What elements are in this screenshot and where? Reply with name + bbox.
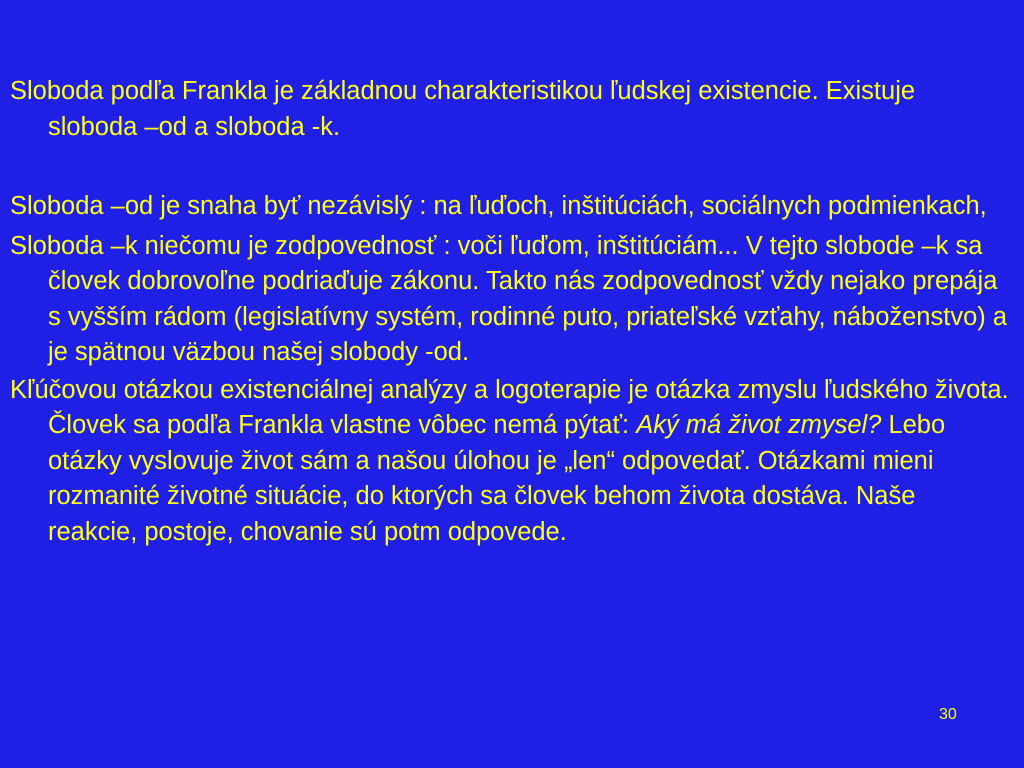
paragraph-freedom-definition: Sloboda podľa Frankla je základnou charakteristikou ľudskej existencie. Existuje sloboda –od a sloboda -k.: [10, 77, 916, 141]
paragraph-freedom-to: Sloboda –k niečomu je zodpovednosť : voči ľuďom, inštitúciám... V tejto slobode –k sa človek dobrovoľne podriaďuje zákonu. Takto nás zodpovednosť vždy nejako prepája s vyšším rádom (legislatívny systém, rodinné puto, priateľské vzťahy, náboženstvo) a je spätnou väzbou našej slobody -od.: [10, 231, 1008, 366]
paragraph-freedom-from: Sloboda –od je snaha byť nezávislý : na ľuďoch, inštitúciách, sociálnych podmienkach,: [10, 192, 987, 220]
paragraph-meaning-text-start: Kľúčovou otázkou existenciálnej analýzy a logoterapie je otázka zmyslu ľudského života. Človek sa podľa Frankla vlastne vôbec nemá pýtať:: [10, 375, 1009, 439]
paragraph-meaning-of-life: [10, 373, 1010, 551]
paragraph-meaning-question: Aký má život zmysel?: [636, 411, 882, 439]
slide-body: [10, 74, 1010, 550]
page-number: 30: [939, 706, 957, 723]
paragraph-meaning-text-end: Lebo otázky vyslovuje život sám a našou úlohou je „len“ odpovedať. Otázkami mieni rozmanité životné situácie, do ktorých sa človek behom života dostáva. Naše reakcie, postoje, chovanie sú potm odpovede.: [48, 411, 946, 546]
